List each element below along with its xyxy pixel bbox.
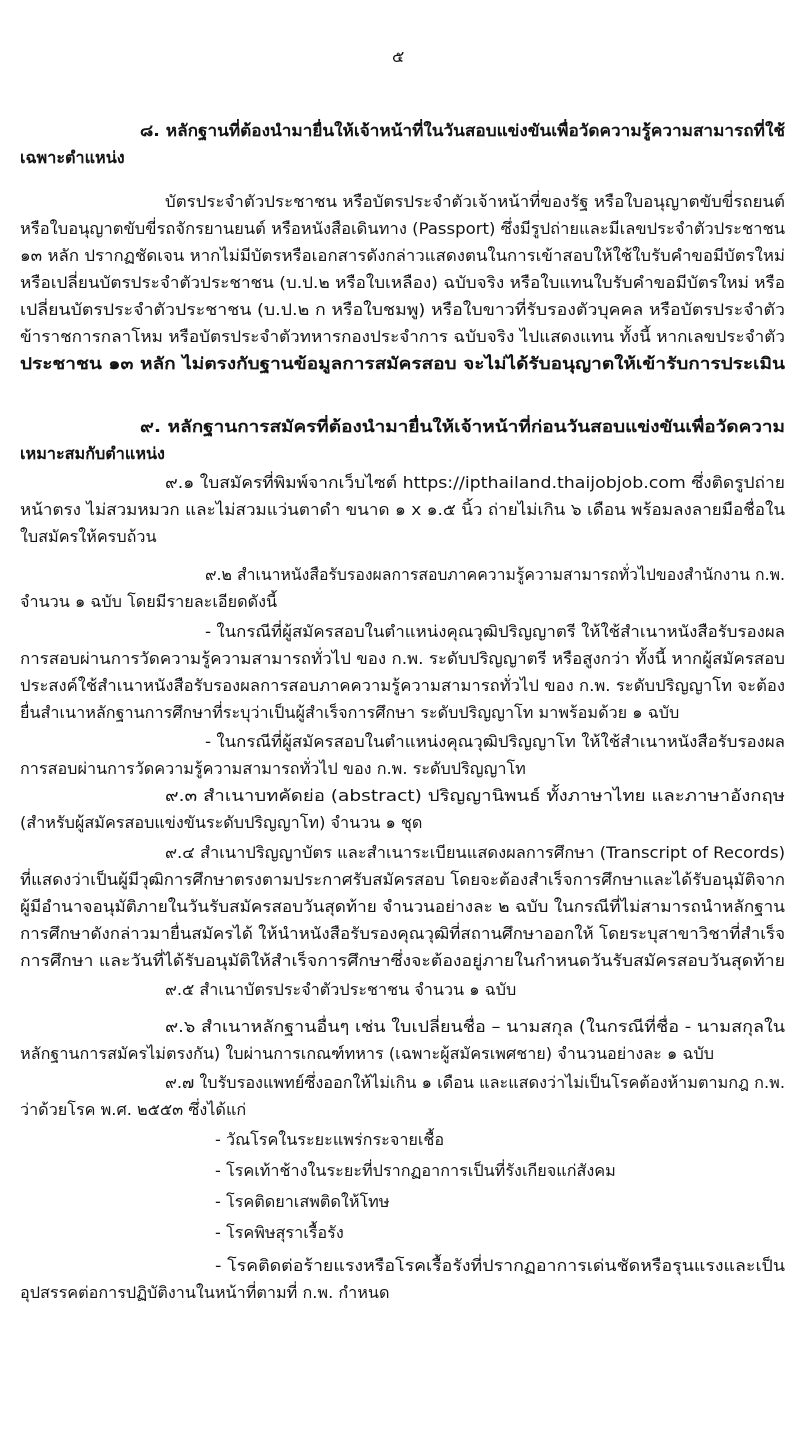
text-line: อุปสรรคต่อการปฏิบัติงานในหน้าที่ตามที่ ก.พ. กำหนด — [20, 1283, 390, 1302]
text-line: ๙.๔ สำเนาปริญญาบัตร และสำเนาระเบียนแสดงผลการศึกษา (Transcript of Records) — [165, 843, 785, 862]
text-line: หน้าตรง ไม่สวมหมวก และไม่สวมแว่นตาดำ ขนาด ๑ x ๑.๕ นิ้ว ถ่ายไม่เกิน ๖ เดือน พร้อมลงลายมือชื่อใน — [20, 500, 785, 519]
text-line: จำนวน ๑ ฉบับ โดยมีรายละเอียดดังนี้ — [20, 592, 278, 611]
text-line: ๙.๑ ใบสมัครที่พิมพ์จากเว็บไซต์ https://ipthailand.thaijobjob.com ซึ่งติดรูปถ่าย — [165, 473, 785, 492]
text-line: - โรคพิษสุราเรื้อรัง — [215, 1223, 344, 1242]
text-line: ๙.๒ สำเนาหนังสือรับรองผลการสอบภาคความรู้ความสามารถทั่วไปของสำนักงาน ก.พ. — [205, 565, 785, 584]
text-line: - โรคติดต่อร้ายแรงหรือโรคเรื้อรังที่ปรากฏอาการเด่นชัดหรือรุนแรงและเป็น — [215, 1256, 785, 1275]
text-line: ๙.๕ สำเนาบัตรประจำตัวประชาชน จำนวน ๑ ฉบับ — [165, 980, 517, 999]
text-line: ที่แสดงว่าเป็นผู้มีวุฒิการศึกษาตรงตามประกาศรับสมัครสอบ โดยจะต้องสำเร็จการศึกษาและได้รับอนุมัติจาก — [20, 870, 785, 889]
text-line: - โรคติดยาเสพติดให้โทษ — [215, 1192, 390, 1211]
heading-line: ประชาชน ๑๓ หลัก ไม่ตรงกับฐานข้อมูลการสมัครสอบ จะไม่ได้รับอนุญาตให้เข้ารับการประเมิน — [20, 354, 785, 373]
text-line: - วัณโรคในระยะแพร่กระจายเชื้อ — [215, 1130, 445, 1149]
text-line: ๙.๖ สำเนาหลักฐานอื่นๆ เช่น ใบเปลี่ยนชื่อ – นามสกุล (ในกรณีที่ชื่อ - นามสกุลใน — [165, 1017, 785, 1036]
text-line: บัตรประจำตัวประชาชน หรือบัตรประจำตัวเจ้าหน้าที่ของรัฐ หรือใบอนุญาตขับขี่รถยนต์ — [165, 192, 785, 211]
text-line: (สำหรับผู้สมัครสอบแข่งขันระดับปริญญาโท) จำนวน ๑ ชุด — [20, 813, 423, 832]
text-line: ๙.๗ ใบรับรองแพทย์ซึ่งออกให้ไม่เกิน ๑ เดือน และแสดงว่าไม่เป็นโรคต้องห้ามตามกฎ ก.พ. — [165, 1073, 785, 1092]
heading-line: ๙. หลักฐานการสมัครที่ต้องนำมายื่นให้เจ้าหน้าที่ก่อนวันสอบแข่งขันเพื่อวัดความ — [140, 417, 785, 436]
text-line: ใบสมัครให้ครบถ้วน — [20, 527, 157, 546]
page-number: ๕ — [392, 47, 405, 66]
text-line: การสอบผ่านการวัดความรู้ความสามารถทั่วไป ของ ก.พ. ระดับปริญญาโท — [20, 759, 526, 778]
text-line: ๙.๓ สำเนาบทคัดย่อ (abstract) ปริญญานิพนธ์ ทั้งภาษาไทย และภาษาอังกฤษ — [165, 786, 786, 805]
text-line: - โรคเท้าช้างในระยะที่ปรากฏอาการเป็นที่รังเกียจแก่สังคม — [215, 1161, 616, 1180]
text-line: หรือใบอนุญาตขับขี่รถจักรยานยนต์ หรือหนังสือเดินทาง (Passport) ซึ่งมีรูปถ่ายและมีเลขประจำตัวประชาชน — [20, 219, 785, 238]
text-line: เปลี่ยนบัตรประจำตัวประชาชน (บ.ป.๒ ก หรือใบชมพู) หรือใบขาวที่รับรองตัวบุคคล หรือบัตรประจำตัว — [20, 300, 785, 319]
text-line: ข้าราชการกลาโหม หรือบัตรประจำตัวทหารกองประจำการ ฉบับจริง ไปแสดงแทน ทั้งนี้ หากเลขประจำตัว — [20, 327, 786, 346]
text-line: การสอบผ่านการวัดความรู้ความสามารถทั่วไป ของ ก.พ. ระดับปริญญาตรี หรือสูงกว่า ทั้งนี้ หากผู้สมัครสอบ — [20, 649, 786, 668]
text-line: ยื่นสำเนาหลักฐานการศึกษาที่ระบุว่าเป็นผู้สำเร็จการศึกษา ระดับปริญญาโท มาพร้อมด้วย ๑ ฉบับ — [20, 703, 680, 722]
heading-line: เหมาะสมกับตำแหน่ง — [20, 444, 165, 463]
text-line: ผู้มีอำนาจอนุมัติภายในวันรับสมัครสอบวันสุดท้าย จำนวนอย่างละ ๒ ฉบับ ในกรณีที่ไม่สามารถนำหลักฐาน — [20, 897, 785, 916]
text-line: - ในกรณีที่ผู้สมัครสอบในตำแหน่งคุณวุฒิปริญญาโท ให้ใช้สำเนาหนังสือรับรองผล — [205, 732, 785, 751]
text-line: ว่าด้วยโรค พ.ศ. ๒๕๕๓ ซึ่งได้แก่ — [20, 1100, 247, 1119]
text-line: การศึกษา และวันที่ได้รับอนุมัติให้สำเร็จการศึกษาซึ่งจะต้องอยู่ภายในกำหนดวันรับสมัครสอบวันสุดท้าย — [20, 951, 785, 970]
text-line: ๑๓ หลัก ปรากฏชัดเจน หากไม่มีบัตรหรือเอกสารดังกล่าวแสดงตนในการเข้าสอบให้ใช้ใบรับคำขอมีบัตรใหม่ — [20, 246, 785, 265]
text-line: - ในกรณีที่ผู้สมัครสอบในตำแหน่งคุณวุฒิปริญญาตรี ให้ใช้สำเนาหนังสือรับรองผล — [205, 622, 785, 641]
text-line: หรือเปลี่ยนบัตรประจำตัวประชาชน (บ.ป.๒ หรือใบเหลือง) ฉบับจริง หรือใบแทนใบรับคำขอมีบัตรใหม่ หรือ — [20, 273, 786, 292]
heading-line: ๘. หลักฐานที่ต้องนำมายื่นให้เจ้าหน้าที่ในวันสอบแข่งขันเพื่อวัดความรู้ความสามารถที่ใช้ — [140, 121, 785, 140]
text-line: การศึกษาดังกล่าวมายื่นสมัครได้ ให้นำหนังสือรับรองคุณวุฒิที่สถานศึกษาออกให้ โดยระบุสาขาวิชาที่สำเร็จ — [20, 924, 785, 943]
text-line: ประสงค์ใช้สำเนาหนังสือรับรองผลการสอบภาคความรู้ความสามารถทั่วไป ของ ก.พ. ระดับปริญญาโท จะต้อง — [20, 676, 785, 695]
heading-line: เฉพาะตำแหน่ง — [20, 148, 125, 167]
text-line: หลักฐานการสมัครไม่ตรงกัน) ใบผ่านการเกณฑ์ทหาร (เฉพาะผู้สมัครเพศชาย) จำนวนอย่างละ ๑ ฉบับ — [20, 1044, 714, 1063]
